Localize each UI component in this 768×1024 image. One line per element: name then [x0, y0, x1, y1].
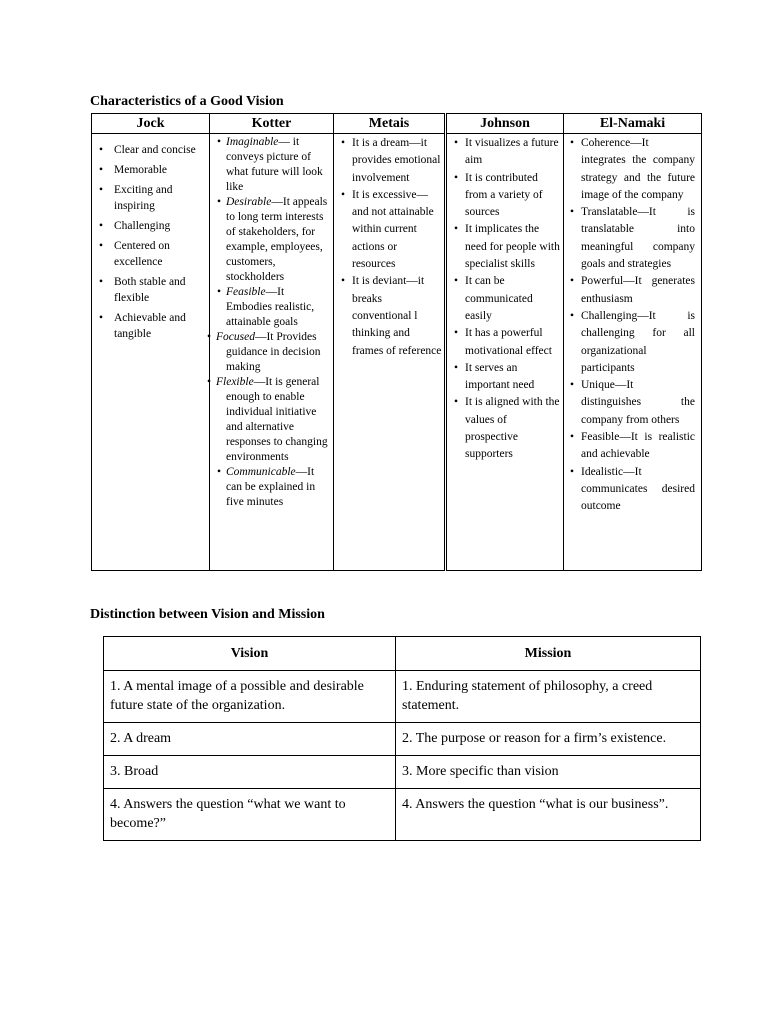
- list-item: • Both stable and flexible: [114, 274, 205, 306]
- term: Desirable: [226, 196, 272, 208]
- mission-cell: 3. More specific than vision: [396, 756, 701, 789]
- vision-cell: 3. Broad: [104, 756, 396, 789]
- list-item: • Coherence—It integrates the company strategy and the future image of the company: [581, 135, 695, 204]
- kotter-cell: [210, 134, 334, 571]
- vision-mission-table: [103, 636, 701, 841]
- list-item: [226, 465, 329, 510]
- characteristics-table: [91, 113, 702, 571]
- kotter-list: [210, 134, 333, 510]
- term: Flexible: [216, 376, 254, 388]
- list-item: [226, 135, 329, 195]
- characteristics-header-row: [92, 114, 702, 134]
- list-item: • It serves an important need: [465, 360, 561, 395]
- column-header-el-namaki: El-Namaki: [564, 114, 702, 134]
- list-item: • Feasible—It is realistic and achievable: [581, 429, 695, 464]
- characteristics-body-row: [92, 134, 702, 571]
- el-namaki-cell: [564, 134, 702, 571]
- definition: —It is general enough to enable individual initiative and alternative responses to changing environments: [226, 376, 328, 463]
- column-header-jock: Jock: [92, 114, 210, 134]
- list-item: • It is excessive—and not attainable within current actions or resources: [352, 187, 442, 273]
- list-item: • It implicates the need for people with specialist skills: [465, 221, 561, 273]
- johnson-cell: [446, 134, 564, 571]
- list-item: [226, 285, 329, 330]
- johnson-list: [447, 134, 563, 464]
- definition: — it conveys picture of what future will look like: [226, 136, 323, 193]
- characteristics-title: Characteristics of a Good Vision: [90, 94, 284, 109]
- list-item: • Unique—It distinguishes the company from others: [581, 377, 695, 429]
- vision-mission-title: Distinction between Vision and Mission: [90, 607, 325, 622]
- mission-cell: 4. Answers the question “what is our business”.: [396, 789, 701, 841]
- list-item: • It is a dream—it provides emotional involvement: [352, 135, 442, 187]
- table-row: [104, 723, 701, 756]
- table-row: [104, 671, 701, 723]
- list-item: • Powerful—It generates enthusiasm: [581, 273, 695, 308]
- list-item: • Idealistic—It communicates desired outcome: [581, 464, 695, 516]
- column-header-metais: Metais: [334, 114, 446, 134]
- list-item: • Exciting and inspiring: [114, 182, 205, 214]
- list-item: • Challenging: [114, 218, 205, 234]
- list-item: • Centered on excellence: [114, 238, 205, 270]
- vision-cell: 4. Answers the question “what we want to become?”: [104, 789, 396, 841]
- list-item: • It is contributed from a variety of sources: [465, 170, 561, 222]
- list-item: • It is deviant—it breaks conventional l thinking and frames of reference: [352, 273, 442, 359]
- list-item: • Clear and concise: [114, 142, 205, 158]
- table-row: [104, 756, 701, 789]
- definition: —It can be explained in five minutes: [226, 466, 316, 508]
- list-item: [216, 330, 329, 375]
- column-header-mission: Mission: [396, 637, 701, 671]
- list-item: • Challenging—It is challenging for all organizational participants: [581, 308, 695, 377]
- list-item: • Achievable and tangible: [114, 310, 205, 342]
- term: Communicable: [226, 466, 296, 478]
- term: Focused: [216, 331, 255, 343]
- vision-mission-header-row: [104, 637, 701, 671]
- vision-cell: 2. A dream: [104, 723, 396, 756]
- metais-cell: [334, 134, 446, 571]
- definition: —It Embodies realistic, attainable goals: [226, 286, 315, 328]
- metais-list: [334, 134, 444, 360]
- mission-cell: 1. Enduring statement of philosophy, a creed statement.: [396, 671, 701, 723]
- list-item: • It can be communicated easily: [465, 273, 561, 325]
- column-header-vision: Vision: [104, 637, 396, 671]
- list-item: • It is aligned with the values of prospective supporters: [465, 394, 561, 463]
- jock-list: [92, 134, 209, 342]
- column-header-johnson: Johnson: [446, 114, 564, 134]
- table-row: [104, 789, 701, 841]
- list-item: • It visualizes a future aim: [465, 135, 561, 170]
- mission-cell: 2. The purpose or reason for a firm’s existence.: [396, 723, 701, 756]
- column-header-kotter: Kotter: [210, 114, 334, 134]
- list-item: • It has a powerful motivational effect: [465, 325, 561, 360]
- term: Feasible: [226, 286, 266, 298]
- list-item: • Translatable—It is translatable into meaningful company goals and strategies: [581, 204, 695, 273]
- list-item: • Memorable: [114, 162, 205, 178]
- term: Imaginable: [226, 136, 279, 148]
- definition: —It Provides guidance in decision making: [226, 331, 321, 373]
- jock-cell: [92, 134, 210, 571]
- el-namaki-list: [564, 134, 701, 516]
- vision-cell: 1. A mental image of a possible and desirable future state of the organization.: [104, 671, 396, 723]
- list-item: [216, 375, 329, 465]
- definition: —It appeals to long term interests of stakeholders, for example, employees, customers, stockholders: [226, 196, 328, 283]
- list-item: [226, 195, 329, 285]
